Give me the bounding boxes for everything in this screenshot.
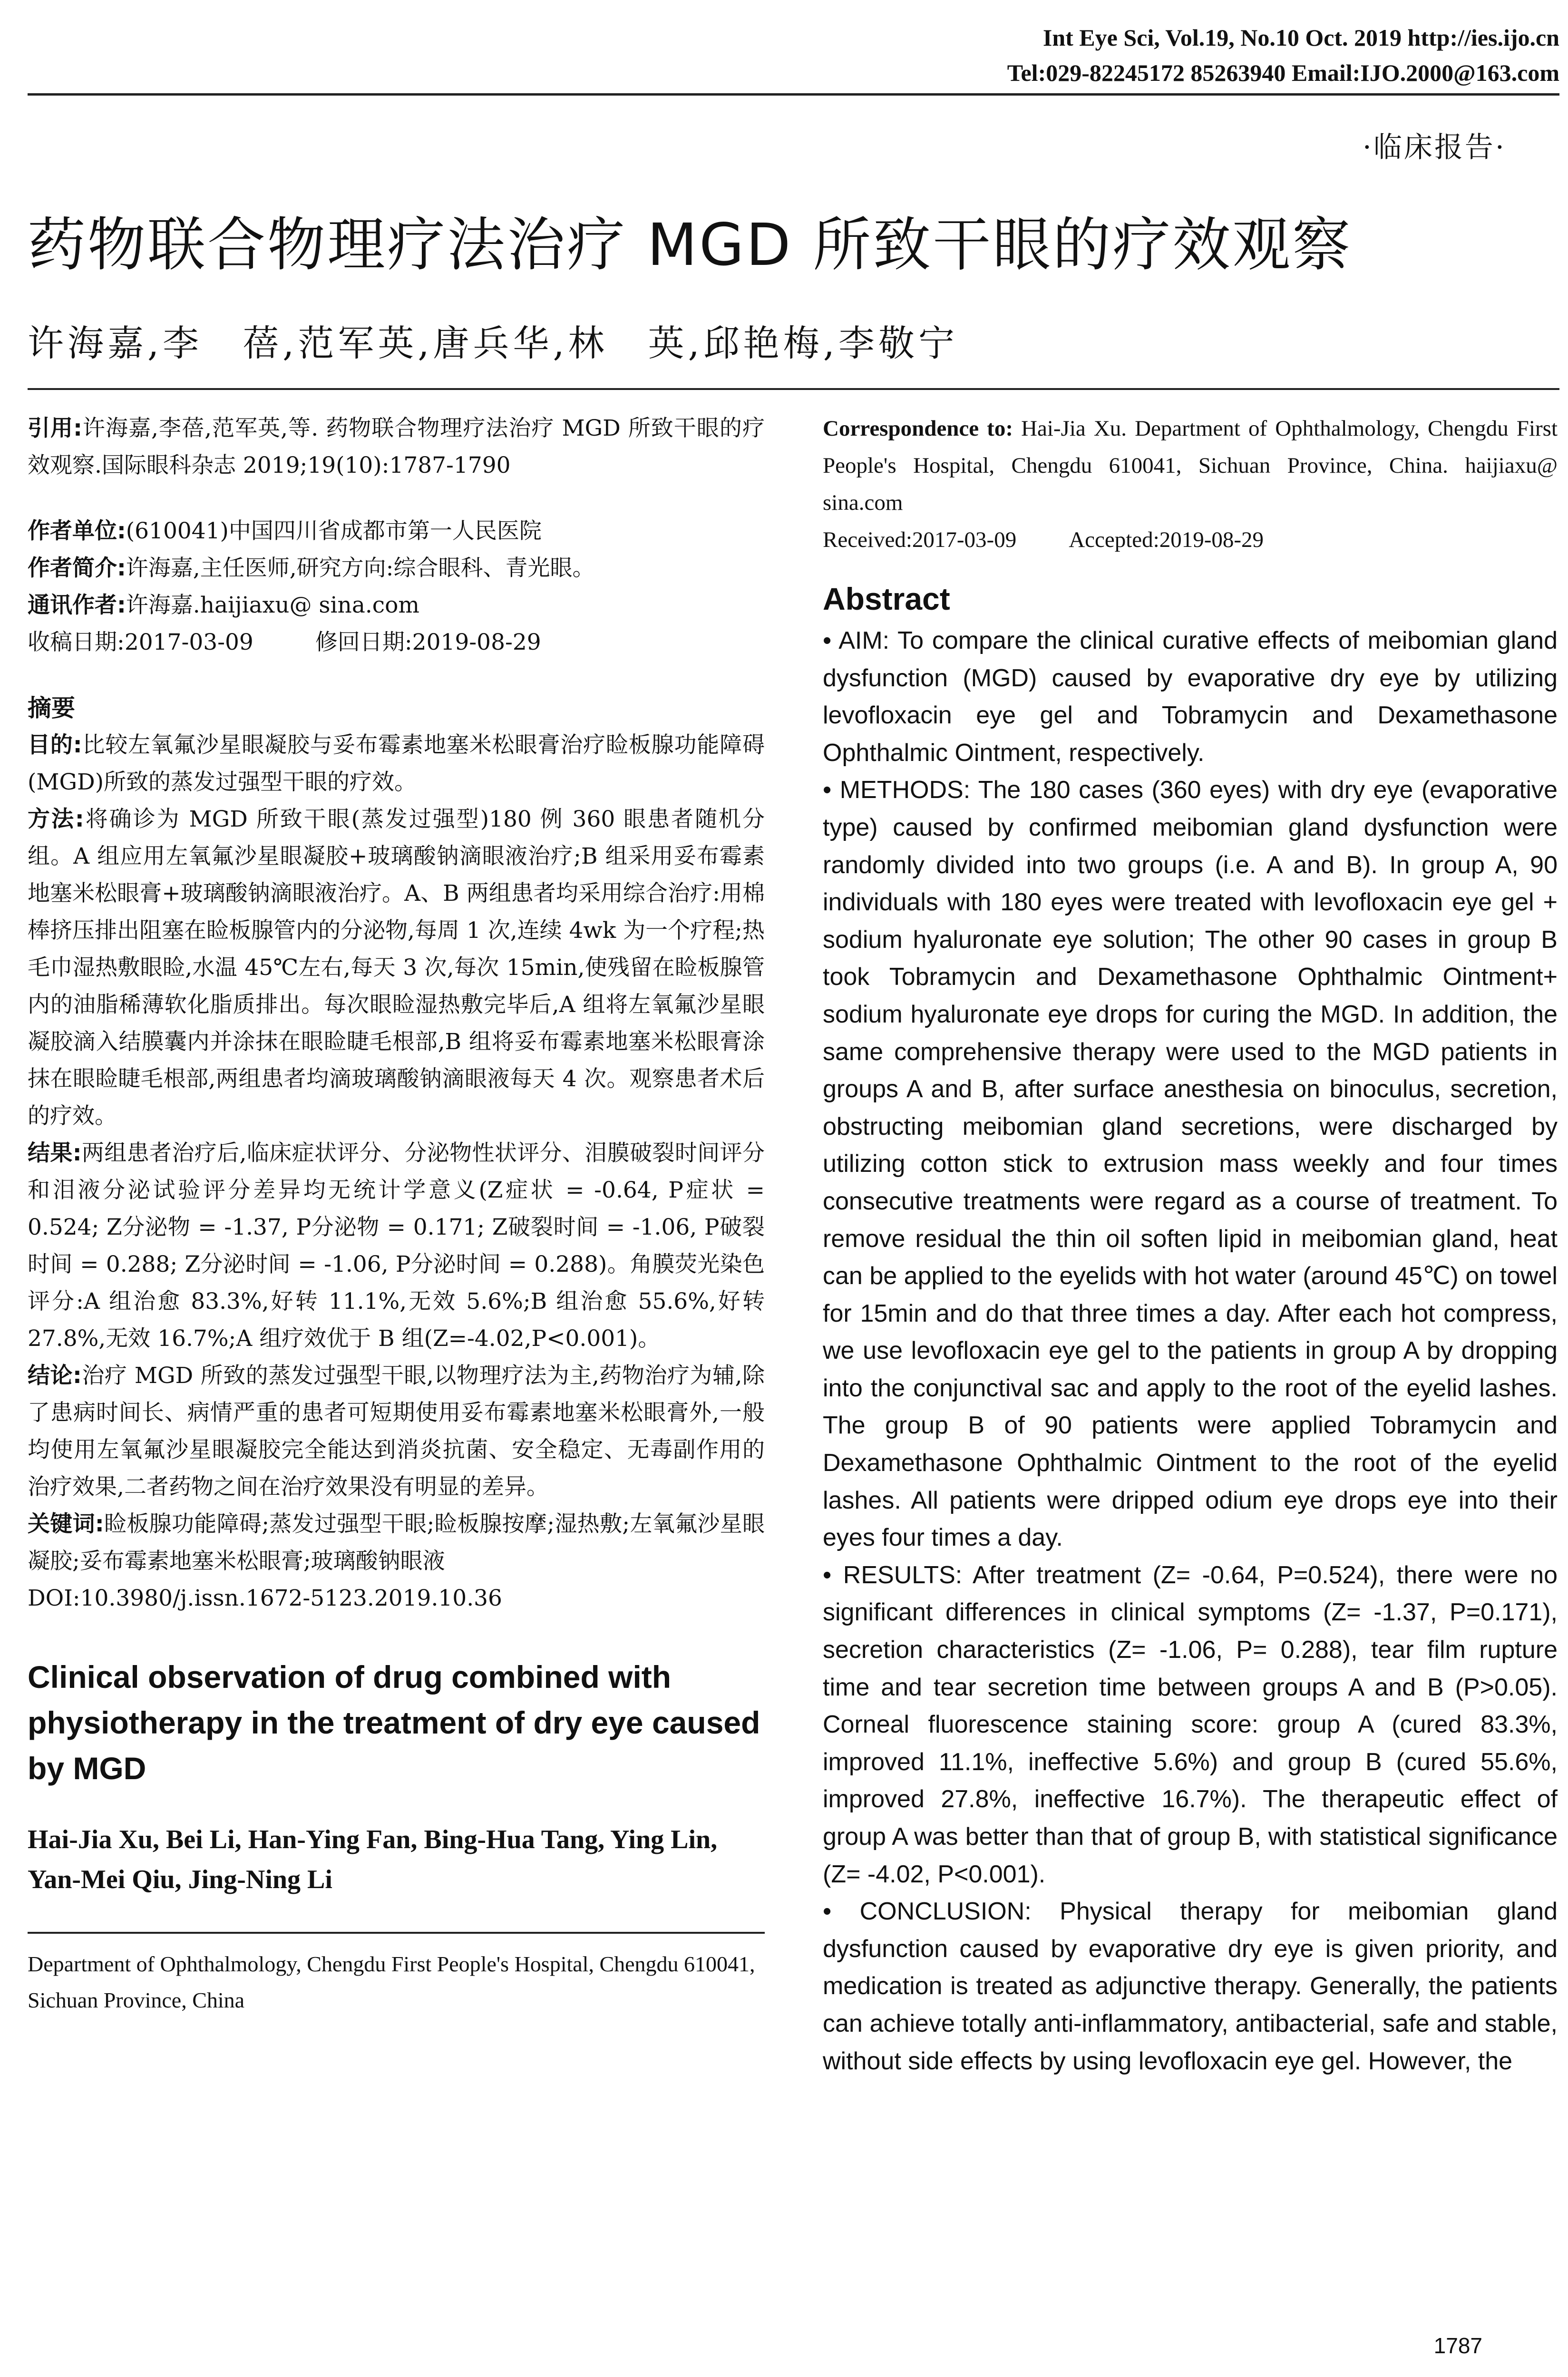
author-bio-cn: 作者简介:许海嘉,主任医师,研究方向:综合眼科、青光眼。	[28, 555, 595, 581]
affiliation-rule	[28, 1932, 765, 1934]
dates-cn: 收稿日期:2017-03-09 修回日期:2019-08-29	[28, 629, 541, 655]
left-column	[28, 410, 765, 2018]
article-title-cn: 药物联合物理疗法治疗 MGD 所致干眼的疗效观察	[28, 211, 1353, 279]
corresponding-author-cn: 通讯作者:许海嘉.haijiaxu@ sina.com	[28, 592, 419, 618]
doi[interactable]: DOI:10.3980/j.issn.1672-5123.2019.10.36	[28, 1585, 502, 1611]
journal-header-line2: Tel:029-82245172 85263940 Email:IJO.2000@163.com	[1007, 59, 1559, 86]
objective-cn: 目的:比较左氧氟沙星眼凝胶与妥布霉素地塞米松眼膏治疗睑板腺功能障碍(MGD)所致的蒸发过强型干眼的疗效。	[28, 732, 765, 795]
results-cn: 结果:两组患者治疗后,临床症状评分、分泌物性状评分、泪膜破裂时间评分和泪液分泌试验评分差异均无统计学意义(Z症状 = -0.64, P症状 = 0.524; Z分泌物 = -1.37, P分泌物 = 0.171; Z破裂时间 = -1.06, P破裂时间 = 0.288; Z分泌时间 = -1.06, P分泌时间 = 0.288)。角膜荧光染色评分:A 组治愈 83.3%,好转 11.1%,无效 5.6%;B 组治愈 55.6%,好转 27.8%,无效 16.7%;A 组疗效优于 B 组(Z=-4.02,P<0.001)。	[28, 1140, 765, 1352]
journal-header-line1: Int Eye Sci, Vol.19, No.10 Oct. 2019 http://ies.ijo.cn	[1042, 24, 1559, 51]
aim-en: • AIM: To compare the clinical curative effects of meibomian gland dysfunction (MGD) caused by evaporative dry eye by utilizing levofloxacin eye gel and Tobramycin and Dexamethasone Ophthalmic Ointment, respectively.	[823, 627, 1558, 767]
right-column	[823, 410, 1558, 2080]
abstract-en-heading: Abstract	[823, 581, 950, 616]
meta-cn	[28, 513, 765, 661]
results-en: • RESULTS: After treatment (Z= -0.64, P=0.524), there were no significant differences in clinical symptoms (Z= -1.37, P=0.171), secretion characteristics (Z= -1.06, P= 0.288), tear film rupture time and tear secretion time between groups A and B (P>0.05). Corneal fluorescence staining score: group A (cured 83.3%, improved 11.1%, ineffective 5.6%) and group B (cured 55.6%, improved 27.8%, ineffective 16.7%). The therapeutic effect of group A was better than that of group B, with statistical significance (Z= -4.02, P<0.001).	[823, 1561, 1558, 1888]
title-rule	[28, 388, 1559, 390]
authors-en: Hai-Jia Xu, Bei Li, Han-Ying Fan, Bing-Hua Tang, Ying Lin, Yan-Mei Qiu, Jing-Ning Li	[28, 1825, 718, 1894]
abstract-cn	[28, 690, 765, 1617]
section-tag: ·临床报告·	[1362, 131, 1506, 164]
citation: 引用:许海嘉,李蓓,范军英,等. 药物联合物理疗法治疗 MGD 所致干眼的疗效观察.国际眼科杂志 2019;19(10):1787-1790	[28, 415, 765, 478]
dates-en: Received:2017-03-09 Accepted:2019-08-29	[823, 527, 1264, 552]
conclusion-cn: 结论:治疗 MGD 所致的蒸发过强型干眼,以物理疗法为主,药物治疗为辅,除了患病时间长、病情严重的患者可短期使用妥布霉素地塞米松眼膏外,一般均使用左氧氟沙星眼凝胶完全能达到消炎抗菌、安全稳定、无毒副作用的治疗效果,二者药物之间在治疗效果没有明显的差异。	[28, 1363, 765, 1500]
affiliation-cn: 作者单位:(610041)中国四川省成都市第一人民医院	[28, 518, 542, 544]
authors-cn: 许海嘉,李 蓓,范军英,唐兵华,林 英,邱艳梅,李敬宁	[28, 322, 958, 364]
results-stats-cn: Z症状 = -0.64, P症状 = 0.524; Z分泌物 = -1.37, P分泌物 = 0.171; Z破裂时间 = -1.06, P破裂时间 = 0.288; Z分泌时间 = -1.06, P分泌时间 = 0.288	[28, 1177, 765, 1277]
methods-cn: 方法:将确诊为 MGD 所致干眼(蒸发过强型)180 例 360 眼患者随机分组。A 组应用左氧氟沙星眼凝胶+玻璃酸钠滴眼液治疗;B 组采用妥布霉素地塞米松眼膏+玻璃酸钠滴眼液治疗。A、B 两组患者均采用综合治疗:用棉棒挤压排出阻塞在睑板腺管内的分泌物,每周 1 次,连续 4wk 为一个疗程;热毛巾湿热敷眼睑,水温 45℃左右,每天 3 次,每次 15min,使残留在睑板腺管内的油脂稀薄软化脂质排出。每次眼睑湿热敷完毕后,A 组将左氧氟沙星眼凝胶滴入结膜囊内并涂抹在眼睑睫毛根部,B 组将妥布霉素地塞米松眼膏涂抹在眼睑睫毛根部,两组患者均滴玻璃酸钠滴眼液每天 4 次。观察患者术后的疗效。	[28, 806, 765, 1129]
methods-en: • METHODS: The 180 cases (360 eyes) with dry eye (evaporative type) caused by confirmed meibomian gland dysfunction were randomly divided into two groups (i.e. A and B). In group A, 90 individuals with 180 eyes were treated with levofloxacin eye gel + sodium hyaluronate eye solution; The other 90 cases in group B took Tobramycin and Dexamethasone Ophthalmic Ointment+ sodium hyaluronate eye drops for curing the MGD. In addition, the same comprehensive therapy were used to the MGD patients in groups A and B, after surface anesthesia on binoculus, secretion, obstructing meibomian gland secretions, were discharged by utilizing cotton stick to extrusion mass weekly and four times consecutive treatments were regard as a course of treatment. To remove residual the thin oil soften lipid in meibomian gland, heat can be applied to the eyelids with hot water (around 45℃) on towel for 15min and do that three times a day. After each hot compress, we use levofloxacin eye gel to the patients in group A by dropping into the conjunctival sac and apply to the root of the eyelid lashes. The group B of 90 patients were applied Tobramycin and Dexamethasone Ophthalmic Ointment to the root of the eyelid lashes. All patients were dripped odium eye drops eye into their eyes four times a day.	[823, 776, 1558, 1552]
abstract-cn-heading: 摘要	[28, 694, 75, 722]
header-rule	[28, 93, 1559, 96]
conclusion-en: • CONCLUSION: Physical therapy for meibomian gland dysfunction caused by evaporative dry eye is given priority, and medication is treated as adjunctive therapy. Generally, the patients can achieve totally anti-inflammatory, antibacterial, safe and stable, without side effects by using levofloxacin eye gel. However, the	[823, 1898, 1558, 2075]
article-title-en: Clinical observation of drug combined with physiotherapy in the treatment of dry eye caused by MGD	[28, 1659, 760, 1786]
keywords-cn: 关键词:睑板腺功能障碍;蒸发过强型干眼;睑板腺按摩;湿热敷;左氧氟沙星眼凝胶;妥布霉素地塞米松眼膏;玻璃酸钠眼液	[28, 1511, 765, 1574]
page-number: 1787	[1433, 2333, 1482, 2358]
affiliation-en: Department of Ophthalmology, Chengdu First People's Hospital, Chengdu 610041, Sichuan Province, China	[28, 1952, 755, 2012]
correspondence-en: Correspondence to: Hai-Jia Xu. Department of Ophthalmology, Chengdu First People's Hospital, Chengdu 610041, Sichuan Province, China. haijiaxu@ sina.com	[823, 416, 1558, 515]
